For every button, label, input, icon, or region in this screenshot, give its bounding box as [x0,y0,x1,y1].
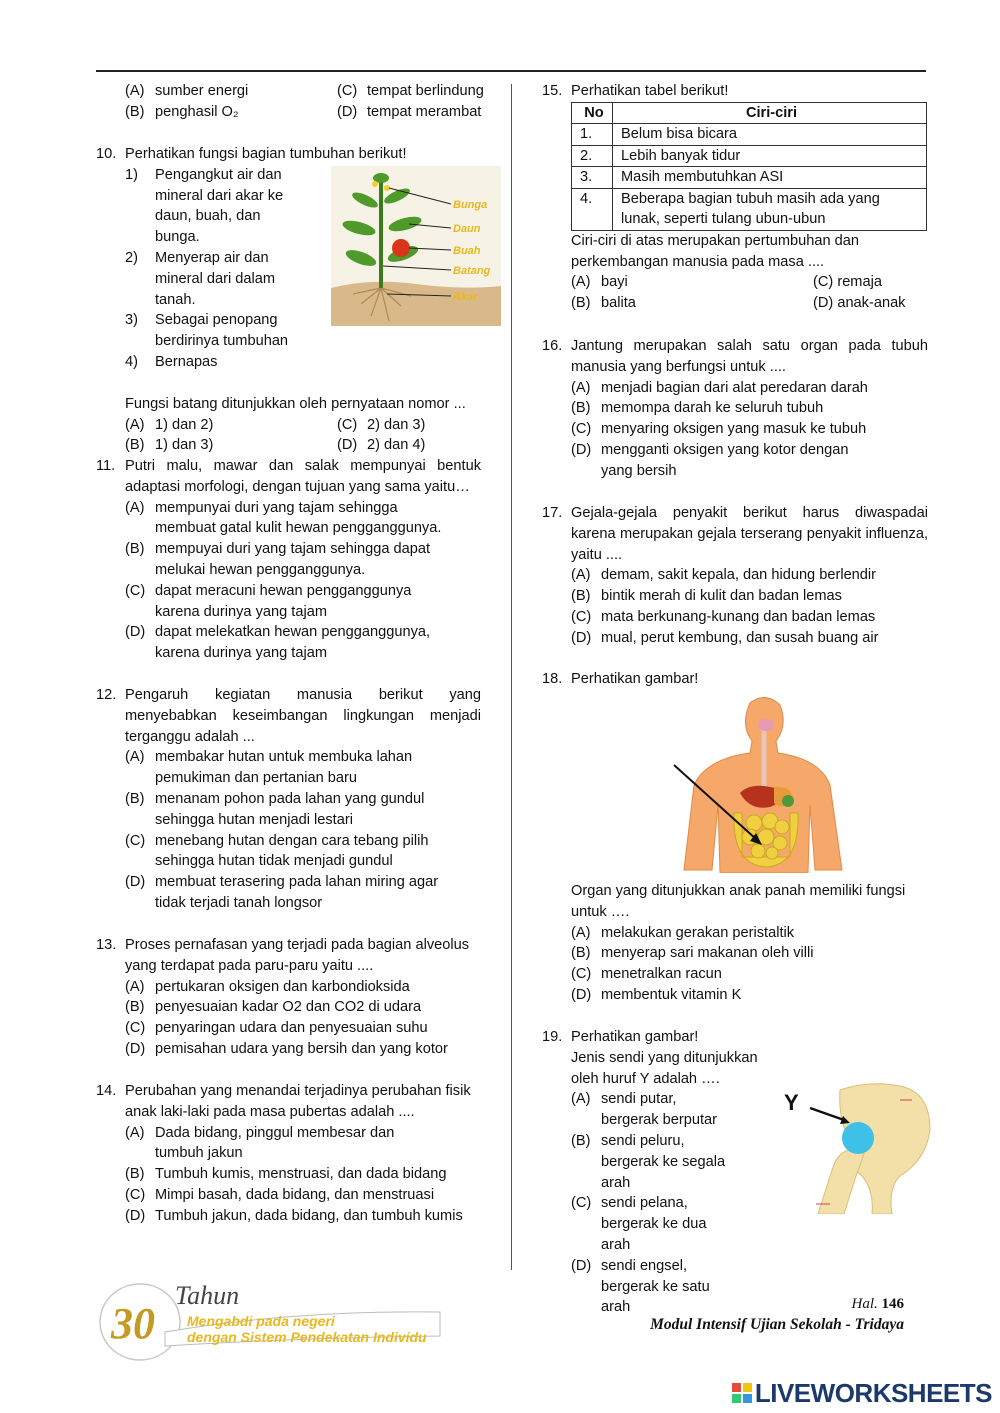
q10-item-1 [125,165,296,248]
question-19 [542,1027,782,1318]
footer-logo-number: 30 [111,1299,155,1348]
q12-option-d[interactable] [125,872,446,914]
q10-stem: Perhatikan fungsi bagian tumbuhan berikut! [125,146,407,162]
question-15 [542,81,932,314]
q15-table-rows-0-0: 1. [572,124,613,146]
footer-hal-number: 146 [881,1296,904,1312]
q18-options-2-label: (C) [571,966,592,983]
q11-options-3-label: (D) [125,624,146,641]
q17-options-0-text: demam, sakit kepala, dan hidung berlendir [601,567,877,584]
module-title: Modul Intensif Ujian Sekolah - Tridaya [650,1316,904,1333]
q9-option-b[interactable] [125,102,337,123]
question-18 [542,669,932,690]
q10-items-0-label: 1) [125,166,138,183]
q16-options-1-label: (B) [571,400,591,417]
q9-options-0-text: sumber energi [155,83,249,99]
q13-options-0-text: pertukaran oksigen dan karbondioksida [155,978,410,995]
table-header-ciri: Ciri-ciri [613,102,927,124]
table-row [572,167,927,189]
q17-options-1-label: (B) [571,588,591,605]
q17-options-3-text: mual, perut kembung, dan susah buang air [601,629,879,646]
q16-option-c[interactable] [571,419,872,440]
q17-options-2-text: mata berkunang-kunang dan badan lemas [601,608,876,625]
plant-label-batang: Batang [453,265,491,277]
q19-options-3-text: sendi engsel, bergerak ke satu arah [601,1257,710,1316]
q12-option-b[interactable] [125,789,446,831]
q10-question: Fungsi batang ditunjukkan oleh pernyataan nomor ... [125,395,466,412]
q10-options-3-text: 2) dan 4) [367,437,426,454]
q15-table-rows-3-0: 4. [572,188,613,230]
q11-options-0-label: (A) [125,499,145,516]
q14-options-2-label: (C) [125,1186,146,1203]
q12-options-0-label: (A) [125,749,145,766]
q12-options-2-text: menebang hutan dengan cara tebang pilih sehingga hutan tidak menjadi gundul [155,832,429,870]
q15-table-rows-0-1: Belum bisa bicara [613,124,927,146]
table-row [572,124,927,146]
q14-num: 14. [96,1083,117,1099]
q10-options-1-label: (C) [337,416,358,433]
q19-options-1-text: sendi peluru, bergerak ke segala arah [601,1132,726,1191]
footer-hal-prefix: Hal. [851,1296,878,1312]
q18-question: Organ yang ditunjukkan anak panah memiliki fungsi untuk …. [571,883,906,920]
q17-num: 17. [542,505,563,521]
q10-items-1-text: Menyerap air dan mineral dari dalam tanah. [155,249,276,308]
q16-options-3-label: (D) [571,441,592,458]
q17-option-d[interactable] [571,628,928,649]
q19-num: 19. [542,1029,563,1045]
footer-logo-word: Tahun [175,1281,240,1310]
q15-options-3-text: anak-anak [837,295,906,312]
q19-options-0-text: sendi putar, bergerak berputar [601,1091,718,1129]
q19-option-c[interactable] [571,1193,732,1255]
q18-num: 18. [542,671,563,687]
q10-num: 10. [96,146,117,162]
q14-options-1-label: (B) [125,1166,145,1183]
q17-options-3-label: (D) [571,629,592,646]
q10-item-2 [125,248,296,310]
q11-options-1-text: mempuyai duri yang tajam sehingga dapat melukai hewan pengganggunya. [155,541,431,578]
q16-stem: Jantung merupakan salah satu organ pada tubuh manusia yang berfungsi untuk .... [571,338,928,375]
q16-num: 16. [542,338,563,354]
q18-options-1-text: menyerap sari makanan oleh villi [601,945,814,962]
q11-stem: Putri malu, mawar dan salak mempunyai bentuk adaptasi morfologi, dengan tujuan yang sama yaitu… [125,458,481,495]
top-rule [96,70,926,72]
q15-options-1-text: remaja [837,274,882,291]
q15-num: 15. [542,83,563,99]
q10-items-2-text: Sebagai penopang berdirinya tumbuhan [155,312,289,350]
q12-option-a[interactable] [125,747,446,789]
q15-option-a[interactable] [571,272,783,293]
q11-option-c[interactable] [125,581,446,623]
q17-option-c[interactable] [571,607,928,628]
q16-options-1-text: memompa darah ke seluruh tubuh [601,400,824,417]
q11-options-0-text: mempunyai duri yang tajam sehingga membuat gatal kulit hewan pengganggunya. [155,499,442,537]
q9-options-2-label: (B) [125,103,145,120]
q16-option-a[interactable] [571,378,872,399]
q19-stem: Perhatikan gambar! [571,1029,699,1045]
q14-options-3-label: (D) [125,1207,146,1224]
page-number [852,1296,905,1313]
q10-item-3 [125,310,296,352]
q18-options-0-text: melakukan gerakan peristaltik [601,924,795,941]
q15-table-rows-1-1: Lebih banyak tidur [613,145,927,167]
q11-options-2-text: dapat meracuni hewan pengganggunya karena durinya yang tajam [155,582,412,620]
q10-options-2-label: (B) [125,437,145,454]
q9-options-3-label: (D) [337,103,358,120]
liveworksheets-watermark [731,1378,992,1409]
q9-option-d[interactable] [337,102,496,123]
q10-option-b[interactable] [125,435,337,456]
q15-table [571,102,927,231]
plant-diagram [331,166,501,326]
anniversary-logo [95,1276,445,1366]
q16-options-0-text: menjadi bagian dari alat peredaran darah [601,379,868,396]
q15-options-1-label: (C) [813,274,834,291]
question-13 [96,935,486,1060]
question-12 [96,685,481,914]
q12-options-0-text: membakar hutan untuk membuka lahan pemukiman dan pertanian baru [155,749,413,787]
question-16 [542,336,928,482]
q13-options-3-text: pemisahan udara yang bersih dan yang kotor [155,1040,448,1057]
q13-options-3-label: (D) [125,1040,146,1057]
q10-items-2-label: 3) [125,312,138,329]
q13-options-2-label: (C) [125,1020,146,1037]
q14-option-c[interactable] [125,1185,486,1206]
q19-question: Jenis sendi yang ditunjukkan oleh huruf Y adalah …. [571,1049,758,1087]
q14-option-d[interactable] [125,1206,486,1227]
plant-label-daun: Daun [453,223,481,235]
q18-options-1-label: (B) [571,945,591,962]
q11-num: 11. [96,458,116,474]
q19-options-1-label: (B) [571,1132,591,1149]
q15-option-c[interactable] [783,272,932,293]
plant-label-bunga: Bunga [453,199,488,211]
q10-options-0-text: 1) dan 2) [155,416,214,433]
q9-options-1-text: tempat berlindung [367,83,484,99]
q15-options-2-text: balita [601,295,636,312]
q11-options-2-label: (C) [125,582,146,599]
q15-option-d[interactable] [783,293,932,314]
q19-options-0-label: (A) [571,1091,591,1108]
q11-option-a[interactable] [125,498,446,540]
q13-options-1-label: (B) [125,999,145,1016]
joint-label-y: Y [784,1090,799,1115]
q10-option-c[interactable] [337,415,496,436]
q10-items-1-label: 2) [125,249,138,266]
q17-option-a[interactable] [571,565,928,586]
q19-options-2-label: (C) [571,1195,592,1212]
q15-options-3-label: (D) [813,295,834,312]
q12-options-3-label: (D) [125,874,146,891]
question-14 [96,1081,486,1227]
q10-items-3-label: 4) [125,353,138,370]
q16-options-0-label: (A) [571,379,591,396]
q17-options-0-label: (A) [571,567,591,584]
q11-option-b[interactable] [125,539,446,581]
q11-options-3-text: dapat melekatkan hewan pengganggunya, karena durinya yang tajam [155,624,431,662]
q15-options-0-text: bayi [601,274,628,291]
q9-options-3-text: tempat merambat [367,103,482,120]
q14-options-1-text: Tumbuh kumis, menstruasi, dan dada bidang [155,1166,447,1183]
q19-option-b[interactable] [571,1131,732,1193]
q9-options [96,81,496,123]
q12-options-3-text: membuat terasering pada lahan miring agar tidak terjadi tanah longsor [155,874,439,911]
table-row [572,188,927,230]
q14-options-3-text: Tumbuh jakun, dada bidang, dan tumbuh kumis [155,1207,463,1224]
q15-stem: Perhatikan tabel berikut! [571,83,729,99]
q9-options-0-label: (A) [125,83,145,99]
question-11 [96,456,481,664]
q13-stem: Proses pernafasan yang terjadi pada bagian alveolus yang terdapat pada paru-paru yaitu .... [125,937,470,974]
footer-logo-tagline-1: Mengabdi pada negeri [187,1313,335,1329]
q15-table-rows-3-1: Beberapa bagian tubuh masih ada yang lunak, seperti tulang ubun-ubun [613,188,927,230]
q14-options-0-text: Dada bidang, pinggul membesar dan tumbuh jakun [155,1124,395,1162]
q10-options-0-label: (A) [125,416,145,433]
q14-stem: Perubahan yang menandai terjadinya perubahan fisik anak laki-laki pada masa pubertas adalah .... [125,1083,471,1120]
q10-options-2-text: 1) dan 3) [155,437,214,454]
q19-option-a[interactable] [571,1089,732,1131]
q16-options-2-text: menyaring oksigen yang masuk ke tubuh [601,421,867,438]
q15-options-2-label: (B) [571,295,591,312]
q10-options-3-label: (D) [337,437,358,454]
q10-option-d[interactable] [337,435,496,456]
q13-option-d[interactable] [125,1039,486,1060]
q9-option-a[interactable] [125,81,337,102]
q19-options-2-text: sendi pelana, bergerak ke dua arah [601,1195,707,1253]
q16-options-3-text: mengganti oksigen yang kotor dengan yang bersih [601,441,849,479]
q18-option-a[interactable] [571,923,932,944]
digestive-system-diagram [670,695,850,873]
plant-label-akar: Akar [453,291,478,303]
q18-option-d[interactable] [571,985,932,1006]
column-divider [511,84,512,1270]
q15-options-0-label: (A) [571,274,591,291]
q10-options-1-text: 2) dan 3) [367,416,426,433]
q13-options-1-text: penyesuaian kadar O2 dan CO2 di udara [155,999,422,1016]
q17-stem: Gejala-gejala penyakit berikut harus diwaspadai karena merupakan gejala terserang penyakit influenza, yaitu .... [571,505,928,563]
hip-joint-diagram [780,1080,932,1214]
q14-options-0-label: (A) [125,1124,145,1141]
q11-option-d[interactable] [125,622,446,664]
q18-stem: Perhatikan gambar! [571,671,699,687]
q13-option-b[interactable] [125,997,486,1018]
footer-logo-tagline-2: dengan Sistem Pendekatan Individu [187,1329,427,1345]
q17-options-2-label: (C) [571,608,592,625]
q10-option-a[interactable] [125,415,337,436]
q9-options-1-label: (C) [337,83,358,99]
liveworksheets-logo-icon [731,1382,755,1404]
q13-num: 13. [96,937,117,953]
q15-option-b[interactable] [571,293,783,314]
q18-options-0-label: (A) [571,924,591,941]
q16-options-2-label: (C) [571,421,592,438]
table-row [572,145,927,167]
q12-num: 12. [96,687,117,703]
q16-option-d[interactable] [571,440,872,482]
q17-option-b[interactable] [571,586,928,607]
table-header-no: No [572,102,613,124]
q18-option-c[interactable] [571,964,932,985]
q13-options-0-label: (A) [125,978,145,995]
q12-option-c[interactable] [125,831,446,873]
q9-option-c[interactable] [337,81,496,102]
q11-options-1-label: (B) [125,541,145,558]
q18-options-3-label: (D) [571,986,592,1003]
q16-option-b[interactable] [571,398,872,419]
q15-table-rows-1-0: 2. [572,145,613,167]
q15-table-rows-2-1: Masih membutuhkan ASI [613,167,927,189]
footer-watermark: LIVEWORKSHEETS [754,1378,992,1408]
q14-options-2-text: Mimpi basah, dada bidang, dan menstruasi [155,1186,435,1203]
q15-question: Ciri-ciri di atas merupakan pertumbuhan dan perkembangan manusia pada masa .... [571,232,859,270]
q19-option-d[interactable] [571,1256,732,1318]
q10-items-0-text: Pengangkut air dan mineral dari akar ke daun, buah, dan bunga. [155,166,284,246]
q13-option-c[interactable] [125,1018,486,1039]
q13-option-a[interactable] [125,977,486,998]
q12-options-1-label: (B) [125,790,145,807]
q17-options-1-text: bintik merah di kulit dan badan lemas [601,588,842,605]
q12-options-2-label: (C) [125,832,146,849]
question-18-body [542,881,932,1006]
q15-table-rows-2-0: 3. [572,167,613,189]
q12-stem: Pengaruh kegiatan manusia berikut yang menyebabkan keseimbangan lingkungan menjadi terganggu adalah ... [125,687,481,745]
q18-options-2-text: menetralkan racun [601,966,722,983]
plant-label-buah: Buah [453,245,481,257]
q13-options-2-text: penyaringan udara dan penyesuaian suhu [155,1020,428,1037]
q12-options-1-text: menanam pohon pada lahan yang gundul sehingga hutan menjadi lestari [155,790,425,828]
q10-item-4 [125,352,296,373]
q9-options-2-text: penghasil O₂ [155,103,239,120]
q14-option-a[interactable] [125,1123,431,1165]
q19-options-3-label: (D) [571,1257,592,1274]
q14-option-b[interactable] [125,1164,486,1185]
q18-option-b[interactable] [571,943,932,964]
q10-items-3-text: Bernapas [155,353,218,370]
question-17 [542,503,928,649]
q18-options-3-text: membentuk vitamin K [601,986,742,1003]
